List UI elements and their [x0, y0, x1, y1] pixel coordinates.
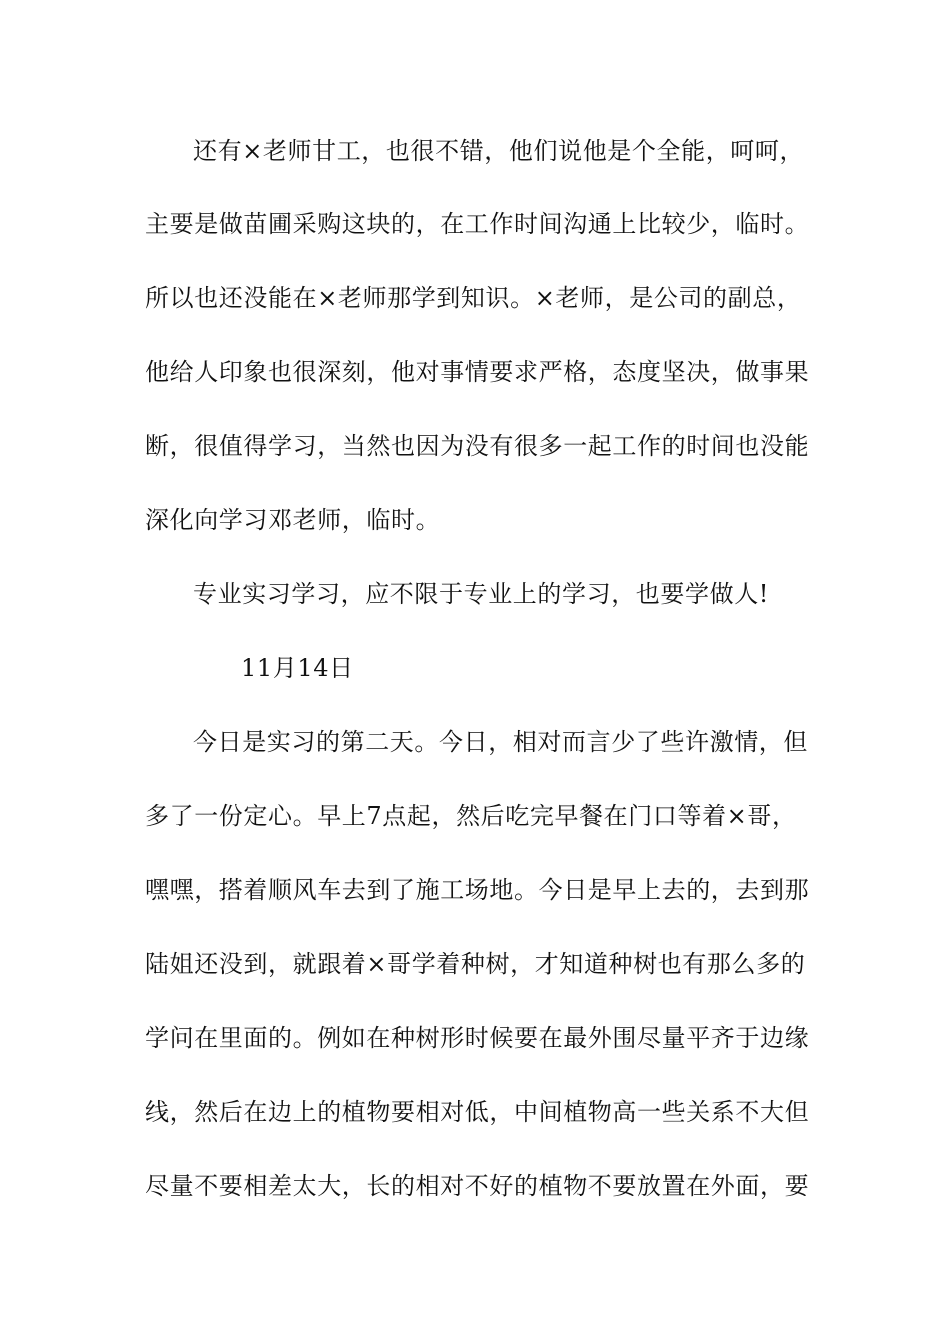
paragraph-line: 所以也还没能在×老师那学到知识。×老师，是公司的副总，: [145, 284, 802, 312]
paragraph-line: 尽量不要相差太大，长的相对不好的植物不要放置在外面，要: [145, 1172, 810, 1200]
paragraph-line: 专业实习学习，应不限于专业上的学习，也要学做人!: [193, 580, 770, 608]
paragraph-line: 陆姐还没到，就跟着×哥学着种树，才知道种树也有那么多的: [145, 950, 806, 978]
paragraph-line: 今日是实习的第二天。今日，相对而言少了些许激情，但: [193, 728, 808, 756]
date-heading: 11月14日: [241, 654, 354, 682]
paragraph-line: 多了一份定心。早上7点起，然后吃完早餐在门口等着×哥，: [145, 802, 797, 830]
paragraph-line: 他给人印象也很深刻，他对事情要求严格，态度坚决，做事果: [145, 358, 810, 386]
paragraph-line: 还有×老师甘工，也很不错，他们说他是个全能，呵呵，: [193, 137, 805, 165]
paragraph-line: 深化向学习邓老师，临时。: [145, 506, 441, 534]
paragraph-line: 线，然后在边上的植物要相对低，中间植物高一些关系不大但: [145, 1098, 810, 1126]
paragraph-line: 主要是做苗圃采购这块的，在工作时间沟通上比较少，临时。: [145, 210, 810, 238]
paragraph-line: 断，很值得学习，当然也因为没有很多一起工作的时间也没能: [145, 432, 810, 460]
paragraph-line: 学问在里面的。例如在种树形时候要在最外围尽量平齐于边缘: [145, 1024, 810, 1052]
paragraph-line: 嘿嘿，搭着顺风车去到了施工场地。今日是早上去的，去到那: [145, 876, 810, 904]
